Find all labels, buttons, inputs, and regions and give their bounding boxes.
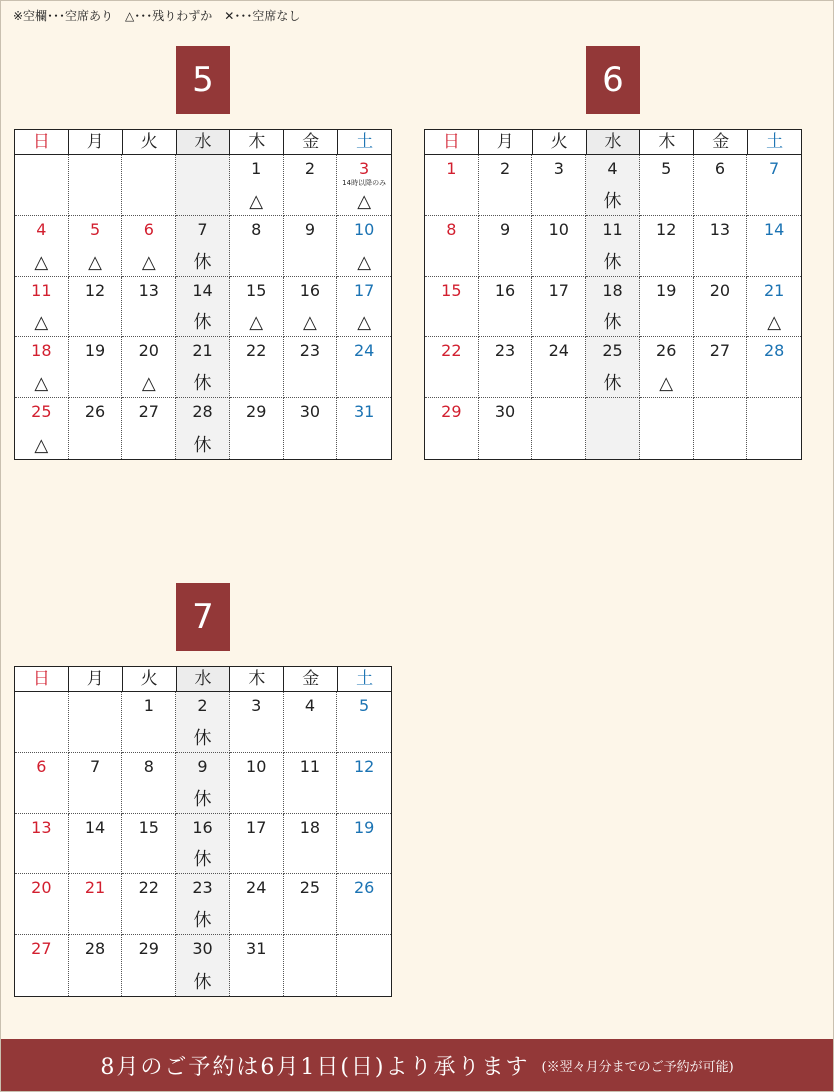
day-cell <box>337 874 391 935</box>
day-cell <box>640 155 694 216</box>
weekday-label: 土 <box>356 669 374 689</box>
day-cell <box>69 814 123 875</box>
day-cell <box>176 692 230 753</box>
day-number: 13 <box>138 280 159 300</box>
day-number: 25 <box>602 341 623 361</box>
day-cell <box>694 398 748 459</box>
weekday-label: 火 <box>123 130 177 154</box>
day-cell <box>586 337 640 398</box>
day-cell <box>230 814 284 875</box>
weekday-label: 木 <box>230 667 284 691</box>
day-number: 14 <box>192 280 213 300</box>
day-number: 15 <box>441 280 462 300</box>
few-seats-mark: △ <box>141 251 156 273</box>
day-cell <box>479 155 533 216</box>
day-number: 12 <box>656 219 677 239</box>
day-number: 4 <box>607 159 618 178</box>
day-number: 17 <box>353 280 375 300</box>
day-cell <box>176 753 230 814</box>
day-cell <box>284 216 338 277</box>
day-cell <box>284 155 338 216</box>
day-cell <box>337 398 391 459</box>
day-cell <box>122 692 176 753</box>
day-number: 5 <box>359 696 370 715</box>
reservation-notice: 8月のご予約は6月1日(日)より承ります <box>100 1054 530 1080</box>
day-cell <box>532 216 586 277</box>
day-number: 4 <box>36 219 47 239</box>
weekday-label: 水 <box>587 130 641 154</box>
day-number: 30 <box>192 939 213 959</box>
day-cell <box>69 216 123 277</box>
day-cell <box>747 155 801 216</box>
day-number: 26 <box>84 402 106 422</box>
day-cell <box>15 814 69 875</box>
day-number: 7 <box>197 219 208 239</box>
day-number: 8 <box>446 219 457 239</box>
weekday-header <box>425 130 801 155</box>
weekday-label: 日 <box>425 130 479 154</box>
day-cell <box>176 935 230 996</box>
closed-mark: 休 <box>193 434 212 456</box>
day-cell <box>230 935 284 996</box>
closed-mark: 休 <box>193 251 212 273</box>
day-cell <box>69 398 123 459</box>
day-number: 20 <box>138 341 159 361</box>
day-cell <box>122 155 176 216</box>
day-number: 30 <box>299 402 321 422</box>
day-cell <box>425 216 479 277</box>
day-cell <box>479 398 533 459</box>
day-cell <box>230 753 284 814</box>
day-number: 20 <box>31 878 52 898</box>
day-cell <box>640 216 694 277</box>
day-number: 24 <box>548 341 569 361</box>
day-cell <box>15 337 69 398</box>
reservation-banner <box>1 1039 833 1091</box>
day-number: 4 <box>304 696 316 715</box>
closed-mark: 休 <box>603 251 622 273</box>
weekday-label: 金 <box>284 667 338 691</box>
day-cell <box>69 874 123 935</box>
month-badge-july: 7 <box>176 583 230 651</box>
day-cell <box>176 155 230 216</box>
weekday-label: 日 <box>15 667 69 691</box>
day-number: 28 <box>763 341 785 361</box>
weekday-label: 金 <box>694 130 748 154</box>
day-cell <box>337 753 391 814</box>
day-number: 30 <box>494 402 516 422</box>
closed-mark: 休 <box>193 849 212 871</box>
closed-mark: 休 <box>193 312 212 334</box>
day-number: 5 <box>661 159 672 178</box>
day-cell <box>69 277 123 338</box>
day-cell <box>284 814 338 875</box>
day-cell <box>122 398 176 459</box>
few-seats-mark: △ <box>357 190 372 212</box>
day-number: 11 <box>602 219 623 239</box>
day-cell <box>532 277 586 338</box>
few-seats-mark: △ <box>357 251 372 273</box>
day-cell <box>337 337 391 398</box>
day-cell <box>532 398 586 459</box>
closed-mark: 休 <box>193 373 212 395</box>
day-number: 12 <box>84 280 106 300</box>
day-cell <box>747 337 801 398</box>
day-cell <box>532 337 586 398</box>
few-seats-mark: △ <box>88 251 102 273</box>
day-cell <box>747 277 801 338</box>
month-badge-june: 6 <box>586 46 640 114</box>
day-cell <box>122 814 176 875</box>
day-cell <box>69 753 123 814</box>
day-cell <box>230 277 284 338</box>
day-number: 2 <box>304 159 316 178</box>
day-number: 9 <box>499 219 511 239</box>
day-cell <box>69 337 123 398</box>
day-cell <box>122 874 176 935</box>
day-number: 14 <box>763 219 785 239</box>
day-cell <box>15 874 69 935</box>
day-number: 6 <box>143 219 154 239</box>
weekday-label: 金 <box>284 130 338 154</box>
day-number: 13 <box>31 817 52 837</box>
day-cell <box>122 277 176 338</box>
calendar-may <box>14 129 392 460</box>
weekday-label: 火 <box>123 667 177 691</box>
day-number: 2 <box>197 696 208 715</box>
availability-legend: ※空欄･･･空席あり △･･･残りわずか ✕･･･空席なし <box>13 9 301 23</box>
day-number: 2 <box>499 159 511 178</box>
day-cell <box>15 277 69 338</box>
weekday-label: 月 <box>479 130 533 154</box>
weekday-label: 木 <box>230 130 284 154</box>
day-cell <box>586 398 640 459</box>
weekday-label: 水 <box>177 667 231 691</box>
day-number: 16 <box>299 280 321 300</box>
day-number: 27 <box>31 939 52 959</box>
day-number: 6 <box>714 159 726 178</box>
few-seats-mark: △ <box>34 373 49 395</box>
day-number: 18 <box>299 817 321 837</box>
day-number: 16 <box>494 280 516 300</box>
day-number: 8 <box>251 219 262 239</box>
day-cell <box>230 874 284 935</box>
day-cell <box>586 216 640 277</box>
day-number: 6 <box>36 756 47 776</box>
day-cell <box>479 337 533 398</box>
few-seats-mark: △ <box>34 312 49 334</box>
day-number: 7 <box>769 159 780 178</box>
day-cell <box>425 155 479 216</box>
closed-mark: 休 <box>193 788 212 810</box>
day-number: 3 <box>359 159 370 178</box>
day-cell <box>284 692 338 753</box>
day-cell <box>15 935 69 996</box>
day-number: 24 <box>246 878 267 898</box>
day-number: 10 <box>246 756 267 776</box>
day-number: 3 <box>251 696 262 715</box>
day-number: 8 <box>143 756 154 776</box>
day-cell <box>640 277 694 338</box>
day-number: 16 <box>192 817 213 837</box>
closed-mark: 休 <box>603 312 622 334</box>
day-cell <box>15 155 69 216</box>
closed-mark: 休 <box>193 727 212 749</box>
day-cell <box>176 874 230 935</box>
few-seats-mark: △ <box>303 312 317 334</box>
day-number: 20 <box>709 280 731 300</box>
few-seats-mark: △ <box>249 312 264 334</box>
weekday-header <box>15 667 391 692</box>
day-number: 26 <box>353 878 375 898</box>
day-cell <box>337 814 391 875</box>
day-cell <box>337 277 391 338</box>
day-number: 14 <box>84 817 106 837</box>
day-cell <box>15 216 69 277</box>
calendar-june <box>424 129 802 460</box>
day-number: 15 <box>246 280 267 300</box>
day-cell <box>425 337 479 398</box>
calendar-july <box>14 666 392 997</box>
day-cell <box>284 398 338 459</box>
day-cell <box>15 753 69 814</box>
day-number: 1 <box>251 159 262 178</box>
day-cell <box>479 216 533 277</box>
day-cell <box>69 155 123 216</box>
few-seats-mark: △ <box>141 373 156 395</box>
closed-mark: 休 <box>603 373 622 395</box>
day-number: 29 <box>246 402 267 422</box>
day-note: 14時以降のみ <box>342 179 387 187</box>
day-number: 1 <box>446 159 457 178</box>
closed-mark: 休 <box>193 910 212 932</box>
day-cell <box>284 753 338 814</box>
day-cell <box>15 692 69 753</box>
day-number: 18 <box>602 280 623 300</box>
day-number: 17 <box>246 817 267 837</box>
day-cell <box>337 216 391 277</box>
day-number: 28 <box>84 939 106 959</box>
day-cell <box>532 155 586 216</box>
day-number: 13 <box>709 219 731 239</box>
day-cell <box>747 398 801 459</box>
weekday-label: 火 <box>533 130 587 154</box>
day-cell <box>230 398 284 459</box>
day-number: 11 <box>299 756 321 776</box>
day-cell <box>694 155 748 216</box>
day-number: 23 <box>299 341 321 361</box>
weekday-label: 土 <box>356 132 374 152</box>
day-number: 10 <box>548 219 569 239</box>
reservation-subnote: (※翌々月分までのご予約が可能) <box>541 1059 734 1075</box>
day-number: 19 <box>656 280 677 300</box>
weekday-label: 木 <box>640 130 694 154</box>
day-cell <box>176 337 230 398</box>
day-cell <box>284 935 338 996</box>
day-number: 25 <box>299 878 321 898</box>
day-cell <box>586 277 640 338</box>
weekday-label: 水 <box>177 130 231 154</box>
day-number: 27 <box>138 402 159 422</box>
day-cell <box>337 692 391 753</box>
day-number: 29 <box>441 402 462 422</box>
day-cell <box>284 874 338 935</box>
day-number: 23 <box>192 878 213 898</box>
day-number: 15 <box>138 817 159 837</box>
month-badge-may: 5 <box>176 46 230 114</box>
few-seats-mark: △ <box>34 434 49 456</box>
day-number: 29 <box>138 939 159 959</box>
day-number: 17 <box>548 280 569 300</box>
day-number: 11 <box>31 280 52 300</box>
day-number: 10 <box>353 219 375 239</box>
day-cell <box>425 398 479 459</box>
day-number: 27 <box>709 341 731 361</box>
day-cell <box>230 155 284 216</box>
day-number: 12 <box>353 756 375 776</box>
weekday-label: 月 <box>69 667 123 691</box>
day-cell <box>586 155 640 216</box>
day-number: 19 <box>353 817 375 837</box>
day-number: 19 <box>84 341 106 361</box>
day-cell <box>337 155 391 216</box>
few-seats-mark: △ <box>767 312 782 334</box>
day-cell <box>640 398 694 459</box>
day-number: 25 <box>31 402 52 422</box>
day-cell <box>694 277 748 338</box>
day-cell <box>122 337 176 398</box>
day-cell <box>479 277 533 338</box>
day-number: 21 <box>763 280 785 300</box>
day-cell <box>122 216 176 277</box>
day-cell <box>230 692 284 753</box>
day-number: 22 <box>138 878 159 898</box>
day-cell <box>230 337 284 398</box>
day-number: 21 <box>84 878 106 898</box>
day-number: 26 <box>656 341 677 361</box>
weekday-label: 土 <box>766 132 784 152</box>
day-cell <box>176 398 230 459</box>
day-number: 24 <box>353 341 375 361</box>
few-seats-mark: △ <box>34 251 49 273</box>
day-cell <box>284 277 338 338</box>
day-number: 1 <box>143 696 154 715</box>
day-cell <box>747 216 801 277</box>
few-seats-mark: △ <box>659 373 674 395</box>
day-number: 28 <box>192 402 213 422</box>
day-number: 21 <box>192 341 213 361</box>
weekday-label: 月 <box>69 130 123 154</box>
weekday-label: 日 <box>15 130 69 154</box>
day-number: 5 <box>89 219 101 239</box>
day-cell <box>122 753 176 814</box>
day-number: 23 <box>494 341 516 361</box>
day-cell <box>230 216 284 277</box>
day-cell <box>284 337 338 398</box>
day-cell <box>337 935 391 996</box>
day-cell <box>694 337 748 398</box>
closed-mark: 休 <box>193 971 212 993</box>
weekday-header <box>15 130 391 155</box>
day-cell <box>640 337 694 398</box>
day-cell <box>694 216 748 277</box>
day-cell <box>176 814 230 875</box>
day-number: 22 <box>441 341 462 361</box>
few-seats-mark: △ <box>249 190 264 212</box>
day-number: 31 <box>246 939 267 959</box>
day-cell <box>425 277 479 338</box>
few-seats-mark: △ <box>357 312 372 334</box>
day-cell <box>15 398 69 459</box>
day-cell <box>69 935 123 996</box>
day-cell <box>69 692 123 753</box>
day-number: 7 <box>89 756 101 776</box>
day-cell <box>176 216 230 277</box>
day-cell <box>122 935 176 996</box>
closed-mark: 休 <box>603 190 622 212</box>
day-number: 9 <box>197 756 208 776</box>
day-number: 18 <box>31 341 52 361</box>
day-number: 9 <box>304 219 316 239</box>
day-cell <box>176 277 230 338</box>
day-number: 3 <box>553 159 564 178</box>
day-number: 31 <box>353 402 375 422</box>
day-number: 22 <box>246 341 267 361</box>
